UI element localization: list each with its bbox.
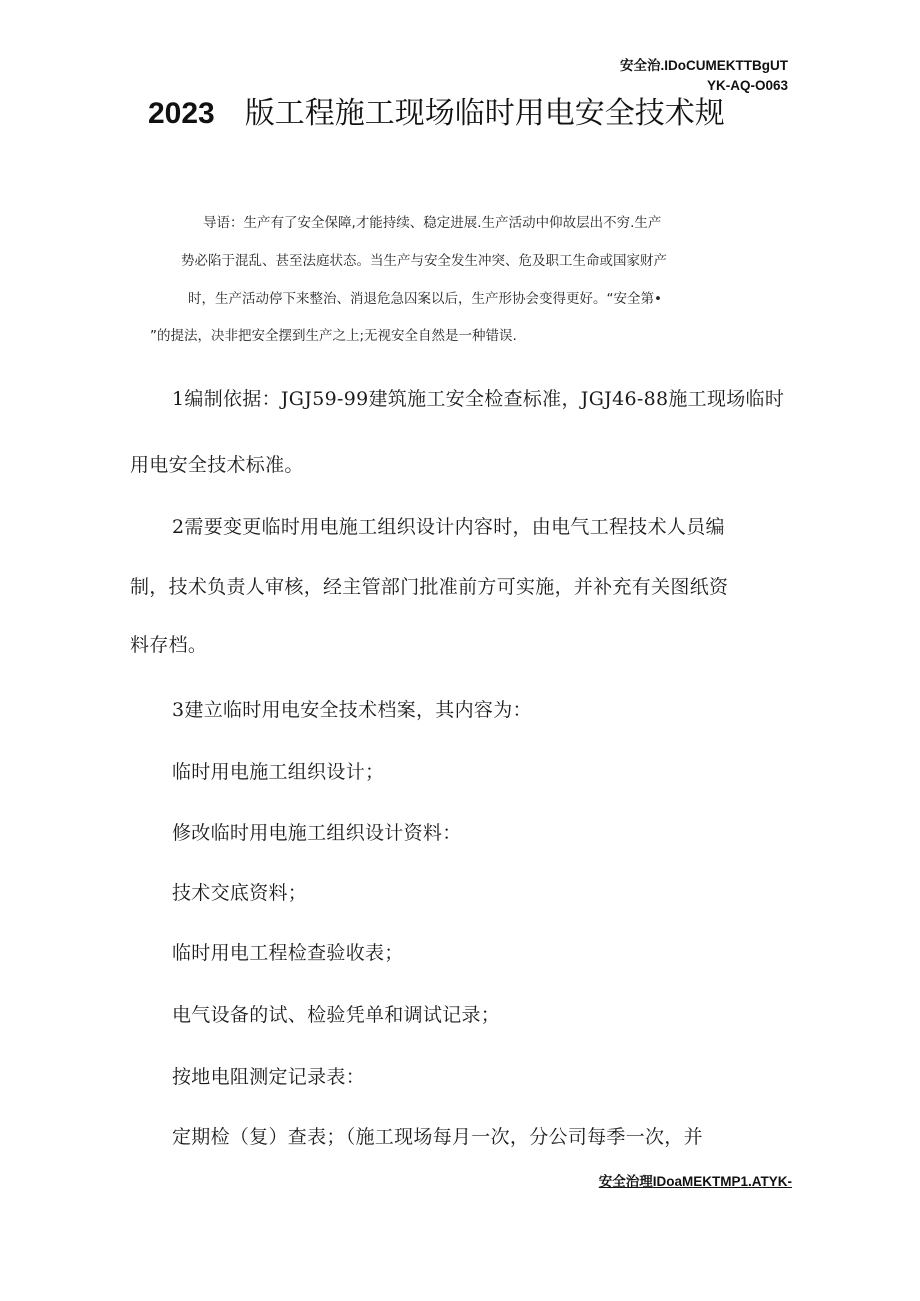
document-code-line1: 安全治.IDoCUMEKTTBgUT — [620, 58, 788, 73]
list-item: 临时用电施工组织设计； — [172, 761, 385, 783]
body-line: 1编制依据：JGJ59-99建筑施工安全检查标准，JGJ46-88施工现场临时 — [172, 388, 785, 410]
list-item: 按地电阻测定记录表： — [172, 1066, 366, 1088]
body-line: 用电安全技术标准。 — [130, 454, 304, 476]
document-code-footer: 安全治理IDoaMEKTMP1.ATYK- — [598, 1174, 792, 1189]
body-line: 3建立临时用电安全技术档案，其内容为： — [172, 699, 532, 721]
document-title — [148, 94, 848, 134]
list-item: 临时用电工程检查验收表； — [172, 942, 404, 964]
intro-line: ”的提法，决非把安全摆到生产之上;无视安全自然是一种错误. — [150, 328, 517, 344]
body-line: 料存档。 — [130, 634, 208, 656]
body-line: 2需要变更临时用电施工组织设计内容时，由电气工程技术人员编 — [172, 516, 725, 538]
title-text: 版工程施工现场临时用电安全技术规 — [244, 96, 725, 131]
intro-line: 时，生产活动停下来整治、消退危急囚案以后，生产形协会变得更好。“安全第• — [188, 291, 662, 307]
document-code-header — [528, 56, 788, 96]
title-year: 2023 — [148, 97, 215, 130]
document-code-line2: YK-AQ-O063 — [706, 78, 788, 93]
body-line: 制，技术负责人审核，经主管部门批准前方可实施，并补充有关图纸资 — [130, 576, 729, 598]
list-item: 修改临时用电施工组织设计资料： — [172, 822, 462, 844]
list-item: 定期检（复）查表；（施工现场每月一次，分公司每季一次，并 — [172, 1126, 703, 1148]
list-item: 技术交底资料； — [172, 882, 308, 904]
intro-line: 势必陷于混乱、甚至法庭状态。当生产与安全发生冲突、危及职工生命或国家财产 — [181, 253, 667, 269]
list-item: 电气设备的试、检验凭单和调试记录； — [172, 1004, 501, 1026]
intro-line: 导语：生产有了安全保障,才能持续、稳定进展.生产活动中仰故层出不穷.生产 — [203, 215, 662, 231]
